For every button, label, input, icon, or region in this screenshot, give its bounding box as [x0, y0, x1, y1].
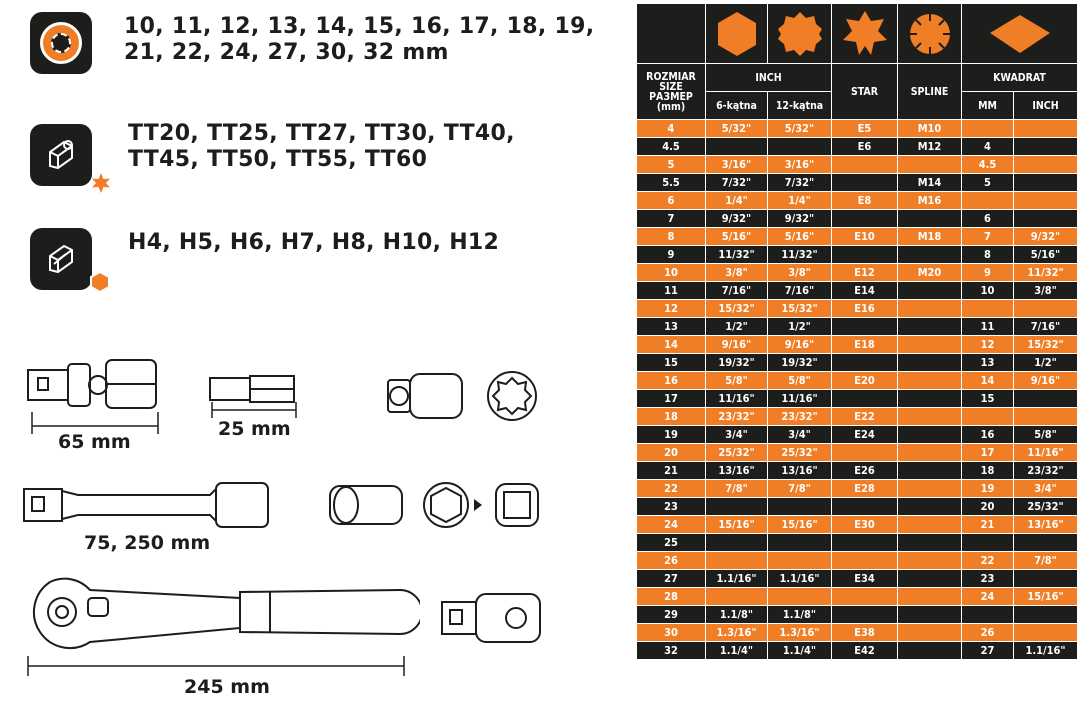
six-point-cell: 1/2": [706, 318, 768, 336]
square-mm-cell: 17: [962, 444, 1014, 462]
bit-length-label: 25 mm: [218, 418, 291, 440]
square-inch-cell: [1014, 120, 1078, 138]
table-row: [637, 462, 1078, 480]
table-row: [637, 210, 1078, 228]
twelve-point-cell: [768, 534, 832, 552]
star-cell: [832, 390, 898, 408]
square-inch-cell: [1014, 192, 1078, 210]
socket-sizes: [124, 14, 594, 66]
size-cell: 4.5: [637, 138, 706, 156]
hex-sizes-line-1: H4, H5, H6, H7, H8, H10, H12: [128, 230, 500, 255]
spline-cell: [898, 462, 962, 480]
star-cell: E30: [832, 516, 898, 534]
star-cell: [832, 498, 898, 516]
star-cell: [832, 156, 898, 174]
six-point-cell: 23/32": [706, 408, 768, 426]
table-row: [637, 606, 1078, 624]
square-inch-cell: [1014, 624, 1078, 642]
extension-length-label: 75, 250 mm: [84, 532, 211, 554]
table-row: [637, 192, 1078, 210]
twelve-point-cell: 5/16": [768, 228, 832, 246]
size-cell: 15: [637, 354, 706, 372]
six-point-cell: 5/16": [706, 228, 768, 246]
torx-sizes-line-1: TT20, TT25, TT27, TT30, TT40,: [128, 121, 515, 146]
square-mm-cell: 5: [962, 174, 1014, 192]
square-mm-cell: 19: [962, 480, 1014, 498]
twelve-point-cell: 9/16": [768, 336, 832, 354]
size-cell: 28: [637, 588, 706, 606]
table-row: [637, 516, 1078, 534]
size-cell: 23: [637, 498, 706, 516]
square-inch-cell: 1/2": [1014, 354, 1078, 372]
universal-joint-drawing: [20, 350, 170, 440]
header-row-1: [637, 64, 1078, 92]
square-mm-cell: 4: [962, 138, 1014, 156]
twelve-point-cell: 13/16": [768, 462, 832, 480]
star-cell: E10: [832, 228, 898, 246]
torx-sizes: [128, 121, 515, 173]
spline-cell: [898, 588, 962, 606]
spline-cell: [898, 372, 962, 390]
twelve-point-cell: 3/8": [768, 264, 832, 282]
square-inch-cell: [1014, 138, 1078, 156]
square-mm-cell: [962, 408, 1014, 426]
spline-cell: [898, 570, 962, 588]
star-cell: E34: [832, 570, 898, 588]
size-cell: 21: [637, 462, 706, 480]
size-cell: 10: [637, 264, 706, 282]
spline-cell: [898, 354, 962, 372]
square-shape-icon: [980, 9, 1060, 59]
six-point-header: 6-kątna: [706, 92, 768, 120]
six-point-cell: 3/4": [706, 426, 768, 444]
square-mm-cell: 13: [962, 354, 1014, 372]
square-inch-cell: [1014, 156, 1078, 174]
square-inch-cell: 11/16": [1014, 444, 1078, 462]
star-cell: E22: [832, 408, 898, 426]
spline-cell: [898, 210, 962, 228]
twelve-point-cell: 15/32": [768, 300, 832, 318]
size-cell: 22: [637, 480, 706, 498]
square-mm-cell: 6: [962, 210, 1014, 228]
size-cell: 30: [637, 624, 706, 642]
square-inch-cell: 15/16": [1014, 588, 1078, 606]
star-cell: [832, 552, 898, 570]
six-point-cell: [706, 588, 768, 606]
spline-cell: [898, 300, 962, 318]
square-mm-cell: 21: [962, 516, 1014, 534]
spline-cell: M20: [898, 264, 962, 282]
inch-header: INCH: [706, 64, 832, 92]
square-inch-cell: 3/8": [1014, 282, 1078, 300]
six-point-cell: 1.1/4": [706, 642, 768, 660]
hex-socket-shape-icon: [712, 9, 762, 59]
star-cell: E26: [832, 462, 898, 480]
table-row: [637, 390, 1078, 408]
size-cell: 6: [637, 192, 706, 210]
spline-cell: M14: [898, 174, 962, 192]
twelve-point-cell: [768, 138, 832, 156]
twelve-point-cell: 25/32": [768, 444, 832, 462]
square-mm-cell: 11: [962, 318, 1014, 336]
six-point-cell: 13/16": [706, 462, 768, 480]
table-row: [637, 498, 1078, 516]
spline-cell: [898, 534, 962, 552]
spline-cell: [898, 390, 962, 408]
torx-bit-icon: [30, 124, 92, 186]
table-body: [637, 120, 1078, 660]
square-mm-cell: 20: [962, 498, 1014, 516]
six-point-cell: 7/16": [706, 282, 768, 300]
twelve-point-cell: 1.1/16": [768, 570, 832, 588]
table-row: [637, 354, 1078, 372]
star-shape-cell: [832, 4, 898, 64]
square-mm-cell: 4.5: [962, 156, 1014, 174]
star-cell: E42: [832, 642, 898, 660]
twelve-point-cell: 7/8": [768, 480, 832, 498]
size-cell: 24: [637, 516, 706, 534]
hex-socket-drawing: [326, 480, 546, 530]
ratchet-length-label: 245 mm: [184, 676, 270, 698]
twelve-point-cell: 23/32": [768, 408, 832, 426]
square-mm-cell: 12: [962, 336, 1014, 354]
spline-cell: [898, 606, 962, 624]
twelve-point-cell: 1/2": [768, 318, 832, 336]
square-inch-cell: [1014, 300, 1078, 318]
star-cell: E5: [832, 120, 898, 138]
six-point-cell: 9/16": [706, 336, 768, 354]
joint-length-label: 65 mm: [58, 431, 131, 453]
square-inch-cell: [1014, 606, 1078, 624]
square-inch-cell: 9/32": [1014, 228, 1078, 246]
twelve-point-cell: [768, 498, 832, 516]
square-inch-cell: [1014, 570, 1078, 588]
table-row: [637, 624, 1078, 642]
size-cell: 12: [637, 300, 706, 318]
table-row: [637, 588, 1078, 606]
table-row: [637, 156, 1078, 174]
table-row: [637, 174, 1078, 192]
spline-cell: [898, 156, 962, 174]
size-header-en: SIZE: [659, 80, 683, 93]
star-shape-icon: [840, 9, 890, 59]
size-cell: 16: [637, 372, 706, 390]
size-cell: 17: [637, 390, 706, 408]
spline-header: SPLINE: [898, 64, 962, 120]
size-header: [637, 64, 706, 120]
table-row: [637, 426, 1078, 444]
socket-sizes-line-1: 10, 11, 12, 13, 14, 15, 16, 17, 18, 19,: [124, 14, 595, 39]
square-mm-cell: 8: [962, 246, 1014, 264]
star-cell: E6: [832, 138, 898, 156]
twelve-point-cell: 3/16": [768, 156, 832, 174]
adapter-drawing: [438, 590, 548, 648]
six-point-cell: 11/32": [706, 246, 768, 264]
six-point-cell: 15/32": [706, 300, 768, 318]
square-inch-cell: 7/16": [1014, 318, 1078, 336]
twelve-point-cell: 1.1/4": [768, 642, 832, 660]
twelve-point-cell: 19/32": [768, 354, 832, 372]
star-cell: [832, 444, 898, 462]
square-mm-cell: 23: [962, 570, 1014, 588]
square-inch-cell: [1014, 534, 1078, 552]
size-cell: 5: [637, 156, 706, 174]
spline-cell: M18: [898, 228, 962, 246]
square-inch-cell: [1014, 390, 1078, 408]
spline-cell: [898, 408, 962, 426]
table-row: [637, 228, 1078, 246]
six-point-cell: 15/16": [706, 516, 768, 534]
square-mm-cell: 18: [962, 462, 1014, 480]
table-row: [637, 480, 1078, 498]
size-header-ru: РАЗМЕР: [649, 90, 693, 103]
table-row: [637, 282, 1078, 300]
star-cell: E18: [832, 336, 898, 354]
hex-shape-cell: [706, 4, 768, 64]
spline-cell: [898, 480, 962, 498]
six-point-cell: 5/8": [706, 372, 768, 390]
kwadrat-header: KWADRAT: [962, 64, 1078, 92]
size-cell: 32: [637, 642, 706, 660]
star-badge-icon: [90, 172, 112, 194]
square-inch-cell: 5/16": [1014, 246, 1078, 264]
table-row: [637, 246, 1078, 264]
size-cell: 26: [637, 552, 706, 570]
square-inch-cell: 1.1/16": [1014, 642, 1078, 660]
star-cell: [832, 588, 898, 606]
twelve-point-cell: 5/32": [768, 120, 832, 138]
size-header-pl: ROZMIAR: [646, 70, 696, 83]
square-mm-cell: 24: [962, 588, 1014, 606]
six-point-cell: [706, 534, 768, 552]
square-mm-cell: [962, 534, 1014, 552]
square-inch-cell: 11/32": [1014, 264, 1078, 282]
square-mm-cell: [962, 192, 1014, 210]
six-point-cell: [706, 552, 768, 570]
square-inch-cell: 25/32": [1014, 498, 1078, 516]
socket-12pt-icon: [30, 12, 92, 74]
table-row: [637, 318, 1078, 336]
twelve-point-cell: 1.3/16": [768, 624, 832, 642]
square-mm-cell: 15: [962, 390, 1014, 408]
square-mm-cell: 27: [962, 642, 1014, 660]
square-inch-cell: 13/16": [1014, 516, 1078, 534]
star-cell: E14: [832, 282, 898, 300]
size-cell: 13: [637, 318, 706, 336]
twelve-point-header: 12-kątna: [768, 92, 832, 120]
12pt-shape-cell: [768, 4, 832, 64]
spline-cell: M10: [898, 120, 962, 138]
six-point-cell: 1.1/8": [706, 606, 768, 624]
star-cell: [832, 246, 898, 264]
twelve-point-cell: 7/16": [768, 282, 832, 300]
table-row: [637, 138, 1078, 156]
six-point-cell: 1.3/16": [706, 624, 768, 642]
star-cell: [832, 174, 898, 192]
table-row: [637, 642, 1078, 660]
six-point-cell: 3/16": [706, 156, 768, 174]
size-cell: 25: [637, 534, 706, 552]
star-cell: [832, 210, 898, 228]
table-row: [637, 552, 1078, 570]
spline-shape-cell: [898, 4, 962, 64]
socket-sizes-line-2: 21, 22, 24, 27, 30, 32 mm: [124, 40, 449, 65]
size-cell: 8: [637, 228, 706, 246]
bit-drawing: [204, 372, 304, 422]
square-mm-cell: 9: [962, 264, 1014, 282]
hex-sizes: [128, 230, 499, 256]
six-point-cell: [706, 498, 768, 516]
square-mm-cell: 22: [962, 552, 1014, 570]
12pt-socket-shape-icon: [775, 9, 825, 59]
size-header-unit: (mm): [656, 100, 686, 113]
twelve-point-cell: 7/32": [768, 174, 832, 192]
square-mm-cell: [962, 606, 1014, 624]
six-point-cell: 19/32": [706, 354, 768, 372]
square-mm-cell: [962, 120, 1014, 138]
shape-icon-row: [637, 4, 1078, 64]
table-row: [637, 444, 1078, 462]
star-cell: E8: [832, 192, 898, 210]
spline-cell: [898, 336, 962, 354]
ratchet-drawing: [20, 572, 420, 682]
spline-cell: [898, 624, 962, 642]
square-mm-cell: 16: [962, 426, 1014, 444]
twelve-point-cell: 11/32": [768, 246, 832, 264]
square-mm-cell: 7: [962, 228, 1014, 246]
size-cell: 27: [637, 570, 706, 588]
six-point-cell: 9/32": [706, 210, 768, 228]
spline-cell: [898, 498, 962, 516]
square-inch-cell: [1014, 210, 1078, 228]
table-row: [637, 570, 1078, 588]
size-cell: 14: [637, 336, 706, 354]
six-point-cell: 5/32": [706, 120, 768, 138]
square-shape-cell: [962, 4, 1078, 64]
six-point-cell: 1/4": [706, 192, 768, 210]
square-inch-cell: 23/32": [1014, 462, 1078, 480]
size-cell: 5.5: [637, 174, 706, 192]
star-cell: [832, 534, 898, 552]
star-cell: E16: [832, 300, 898, 318]
torx-bit-drawing: [44, 138, 78, 172]
table-row: [637, 300, 1078, 318]
twelve-point-cell: 3/4": [768, 426, 832, 444]
square-inch-cell: [1014, 408, 1078, 426]
twelve-point-cell: 11/16": [768, 390, 832, 408]
kwadrat-inch-header: INCH: [1014, 92, 1078, 120]
twelve-point-cell: 15/16": [768, 516, 832, 534]
spline-cell: [898, 282, 962, 300]
star-cell: E20: [832, 372, 898, 390]
six-point-cell: 1.1/16": [706, 570, 768, 588]
size-cell: 20: [637, 444, 706, 462]
twelve-point-cell: 1/4": [768, 192, 832, 210]
spline-cell: [898, 642, 962, 660]
square-mm-cell: 14: [962, 372, 1014, 390]
twelve-point-cell: 1.1/8": [768, 606, 832, 624]
size-cell: 29: [637, 606, 706, 624]
square-mm-cell: 10: [962, 282, 1014, 300]
square-inch-cell: 9/16": [1014, 372, 1078, 390]
size-table: [636, 3, 1078, 660]
six-point-cell: 7/8": [706, 480, 768, 498]
spline-cell: [898, 444, 962, 462]
table-row: [637, 408, 1078, 426]
six-point-cell: 11/16": [706, 390, 768, 408]
spline-cell: [898, 246, 962, 264]
torx-sizes-line-2: TT45, TT50, TT55, TT60: [128, 147, 428, 172]
square-inch-cell: 5/8": [1014, 426, 1078, 444]
spline-cell: [898, 426, 962, 444]
size-cell: 11: [637, 282, 706, 300]
star-cell: E24: [832, 426, 898, 444]
star-cell: E28: [832, 480, 898, 498]
star-header: STAR: [832, 64, 898, 120]
star-cell: E38: [832, 624, 898, 642]
extension-bar-drawing: [20, 475, 280, 535]
size-cell: 9: [637, 246, 706, 264]
spline-cell: M16: [898, 192, 962, 210]
star-cell: [832, 354, 898, 372]
square-inch-cell: 3/4": [1014, 480, 1078, 498]
twelve-point-cell: [768, 552, 832, 570]
table-row: [637, 120, 1078, 138]
twelve-point-cell: 9/32": [768, 210, 832, 228]
spline-cell: [898, 516, 962, 534]
table-row: [637, 372, 1078, 390]
star-cell: [832, 606, 898, 624]
hex-bit-icon: [30, 228, 92, 290]
twelve-point-cell: [768, 588, 832, 606]
torx-socket-drawing: [384, 370, 554, 426]
star-cell: [832, 318, 898, 336]
square-inch-cell: 7/8": [1014, 552, 1078, 570]
twelve-point-cell: 5/8": [768, 372, 832, 390]
size-cell: 18: [637, 408, 706, 426]
six-point-cell: 25/32": [706, 444, 768, 462]
spline-cell: [898, 552, 962, 570]
size-cell: 7: [637, 210, 706, 228]
table-row: [637, 534, 1078, 552]
star-cell: E12: [832, 264, 898, 282]
six-point-cell: 7/32": [706, 174, 768, 192]
empty-corner: [637, 4, 706, 64]
hex-bit-drawing: [44, 242, 78, 276]
size-cell: 4: [637, 120, 706, 138]
kwadrat-mm-header: MM: [962, 92, 1014, 120]
square-inch-cell: 15/32": [1014, 336, 1078, 354]
six-point-cell: 3/8": [706, 264, 768, 282]
spline-cell: [898, 318, 962, 336]
table-row: [637, 264, 1078, 282]
square-inch-cell: [1014, 174, 1078, 192]
size-cell: 19: [637, 426, 706, 444]
spline-cell: M12: [898, 138, 962, 156]
six-point-cell: [706, 138, 768, 156]
square-mm-cell: 26: [962, 624, 1014, 642]
spline-shape-icon: [905, 9, 955, 59]
hex-badge-icon: [88, 270, 112, 294]
table-row: [637, 336, 1078, 354]
square-mm-cell: [962, 300, 1014, 318]
